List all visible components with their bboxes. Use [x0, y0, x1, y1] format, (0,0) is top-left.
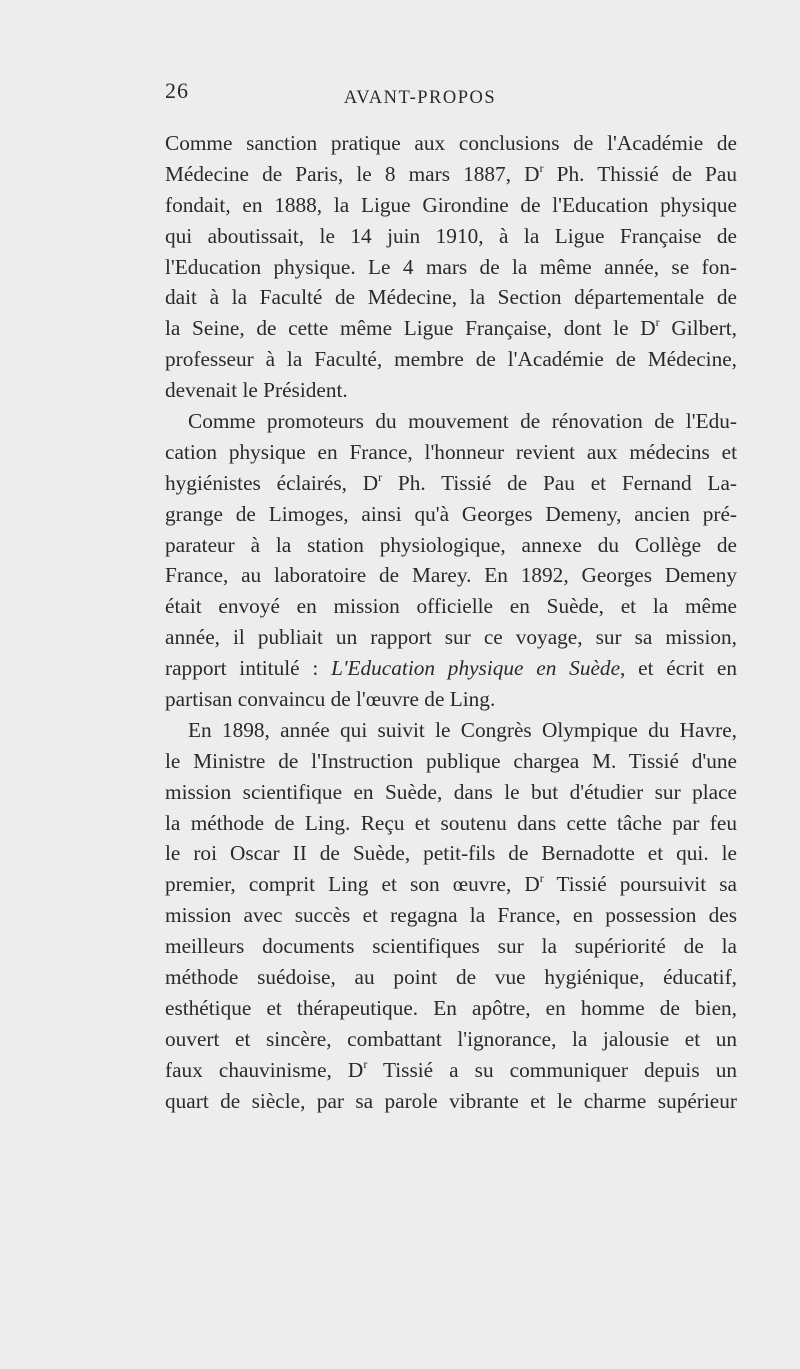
- text-line: Médecine de Paris, le 8 mars 1887, $D^r$ Ph. Thissié de Pau: [165, 160, 738, 186]
- text-line: méthode suédoise, au point de vue hygiénique, éducatif,: [165, 965, 737, 990]
- text-line: devenait le Président.: [165, 378, 348, 403]
- text-line: le Ministre de l'Instruction publique chargea M. Tissié d'une: [165, 748, 737, 773]
- superscript: r: [363, 1056, 368, 1071]
- text-line: parateur à la station physiologique, annexe du Collège de: [165, 532, 737, 557]
- italic-title: L'Education physique en Suède: [331, 656, 621, 681]
- body-text: [165, 128, 737, 1117]
- text-line: rapport intitulé : L'Education physique en Suède, et écrit en: [165, 656, 737, 681]
- text-line: la Seine, de cette même Ligue Française, dont le $D^r$ Gilbert,: [165, 315, 737, 341]
- text-line: fondait, en 1888, la Ligue Girondine de l'Education physique: [165, 192, 737, 217]
- text-line: qui aboutissait, le 14 juin 1910, à la Ligue Française de: [165, 223, 737, 248]
- text-line: professeur à la Faculté, membre de l'Académie de Médecine,: [165, 347, 737, 372]
- text-line: premier, comprit Ling et son œuvre, $D^r$ Tissié poursuivit sa: [165, 871, 738, 897]
- text-line: l'Education physique. Le 4 mars de la même année, se fon-: [165, 254, 737, 279]
- text-line: le roi Oscar II de Suède, petit-fils de Bernadotte et qui. le: [165, 841, 737, 866]
- page-number: 26: [165, 78, 189, 103]
- text-line: année, il publiait un rapport sur ce voyage, sur sa mission,: [165, 625, 737, 650]
- text-line: dait à la Faculté de Médecine, la Section départementale de: [165, 285, 737, 310]
- text-line: était envoyé en mission officielle en Suède, et la même: [165, 594, 737, 619]
- text-line: faux chauvinisme, $D^r$ Tissié a su communiquer depuis un: [165, 1056, 737, 1082]
- text-line: meilleurs documents scientifiques sur la supériorité de la: [165, 934, 737, 959]
- superscript: r: [655, 315, 660, 330]
- superscript: r: [378, 469, 383, 484]
- text-line: Comme sanction pratique aux conclusions de l'Académie de: [165, 131, 737, 155]
- text-line: la méthode de Ling. Reçu et soutenu dans cette tâche par feu: [165, 810, 737, 835]
- text-line: En 1898, année qui suivit le Congrès Olympique du Havre,: [188, 717, 737, 742]
- text-line: France, au laboratoire de Marey. En 1892, Georges Demeny: [165, 563, 737, 588]
- text-line: esthétique et thérapeutique. En apôtre, en homme de bien,: [165, 995, 737, 1020]
- text-line: Comme promoteurs du mouvement de rénovation de l'Edu-: [188, 409, 737, 434]
- superscript: r: [539, 160, 544, 175]
- text-line: ouvert et sincère, combattant l'ignorance, la jalousie et un: [165, 1026, 737, 1051]
- text-line: mission avec succès et regagna la France, en possession des: [165, 903, 737, 928]
- superscript: r: [539, 871, 544, 886]
- running-head: AVANT-PROPOS: [343, 88, 497, 108]
- text-line: quart de siècle, par sa parole vibrante et le charme supérieur: [165, 1088, 737, 1113]
- text-line: cation physique en France, l'honneur revient aux médecins et: [165, 439, 737, 464]
- text-line: grange de Limoges, ainsi qu'à Georges Demeny, ancien pré-: [165, 501, 737, 526]
- text-line: mission scientifique en Suède, dans le but d'étudier sur place: [165, 779, 737, 804]
- text-line: hygiénistes éclairés, $D^r$ Ph. Tissié de Pau et Fernand La-: [165, 469, 737, 495]
- text-line: partisan convaincu de l'œuvre de Ling.: [165, 687, 496, 712]
